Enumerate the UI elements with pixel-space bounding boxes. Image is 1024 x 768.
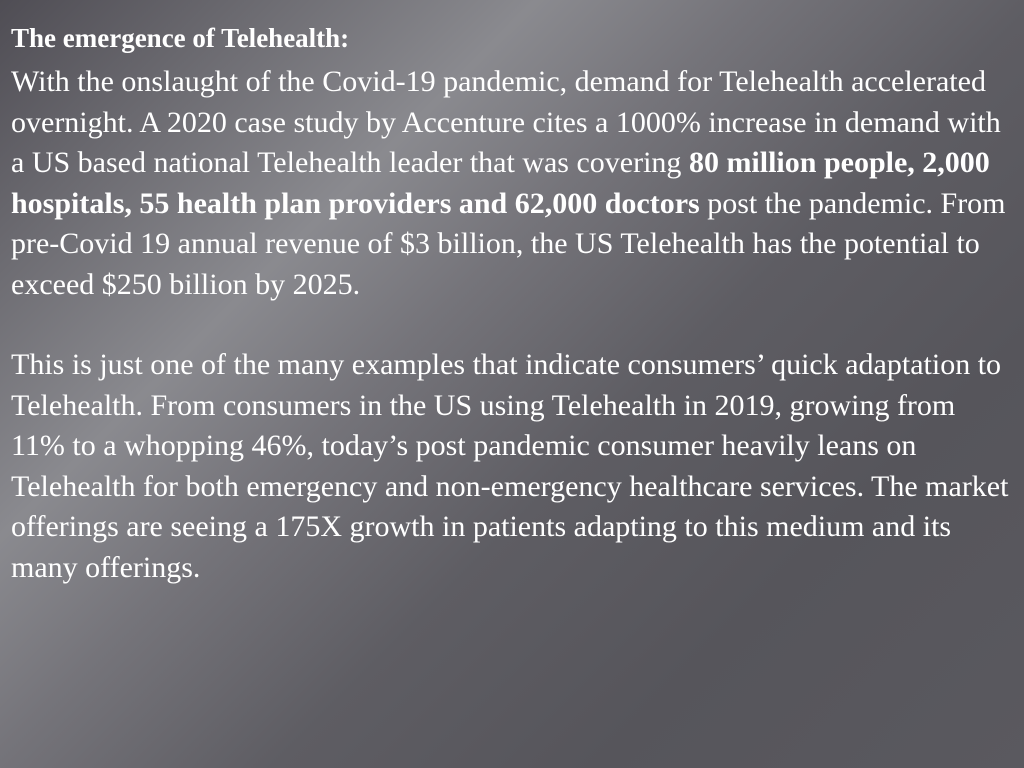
paragraph-1-lead: With the onslaught of the Covid-19 pandemic, demand for Telehealth accelerated overnight. A 2020 case study by Accenture cites a 1000% increase in demand with a US based national Telehealth leader that was covering [11,65,1001,179]
paragraph-1 [11,62,1011,305]
paragraph-1-tail: post the pandemic. From pre-Covid 19 annual revenue of $3 billion, the US Telehealth has the potential to exceed $250 billion by 2025. [11,186,1006,301]
paragraph-2: This is just one of the many examples that indicate consumers’ quick adaptation to Telehealth. From consumers in the US using Telehealth in 2019, growing from 11% to a whopping 46%, today’s post pandemic consumer heavily leans on Telehealth for both emergency and non-emergency healthcare services. The market offerings are seeing a 175X growth in patients adapting to this medium and its many offerings. [11,348,1009,584]
slide-heading: The emergence of Telehealth: [11,23,350,53]
slide-content [11,18,1011,588]
paragraph-1-bold-stats: 80 million people, 2,000 hospitals, 55 health plan providers and 62,000 doctors [11,146,990,220]
